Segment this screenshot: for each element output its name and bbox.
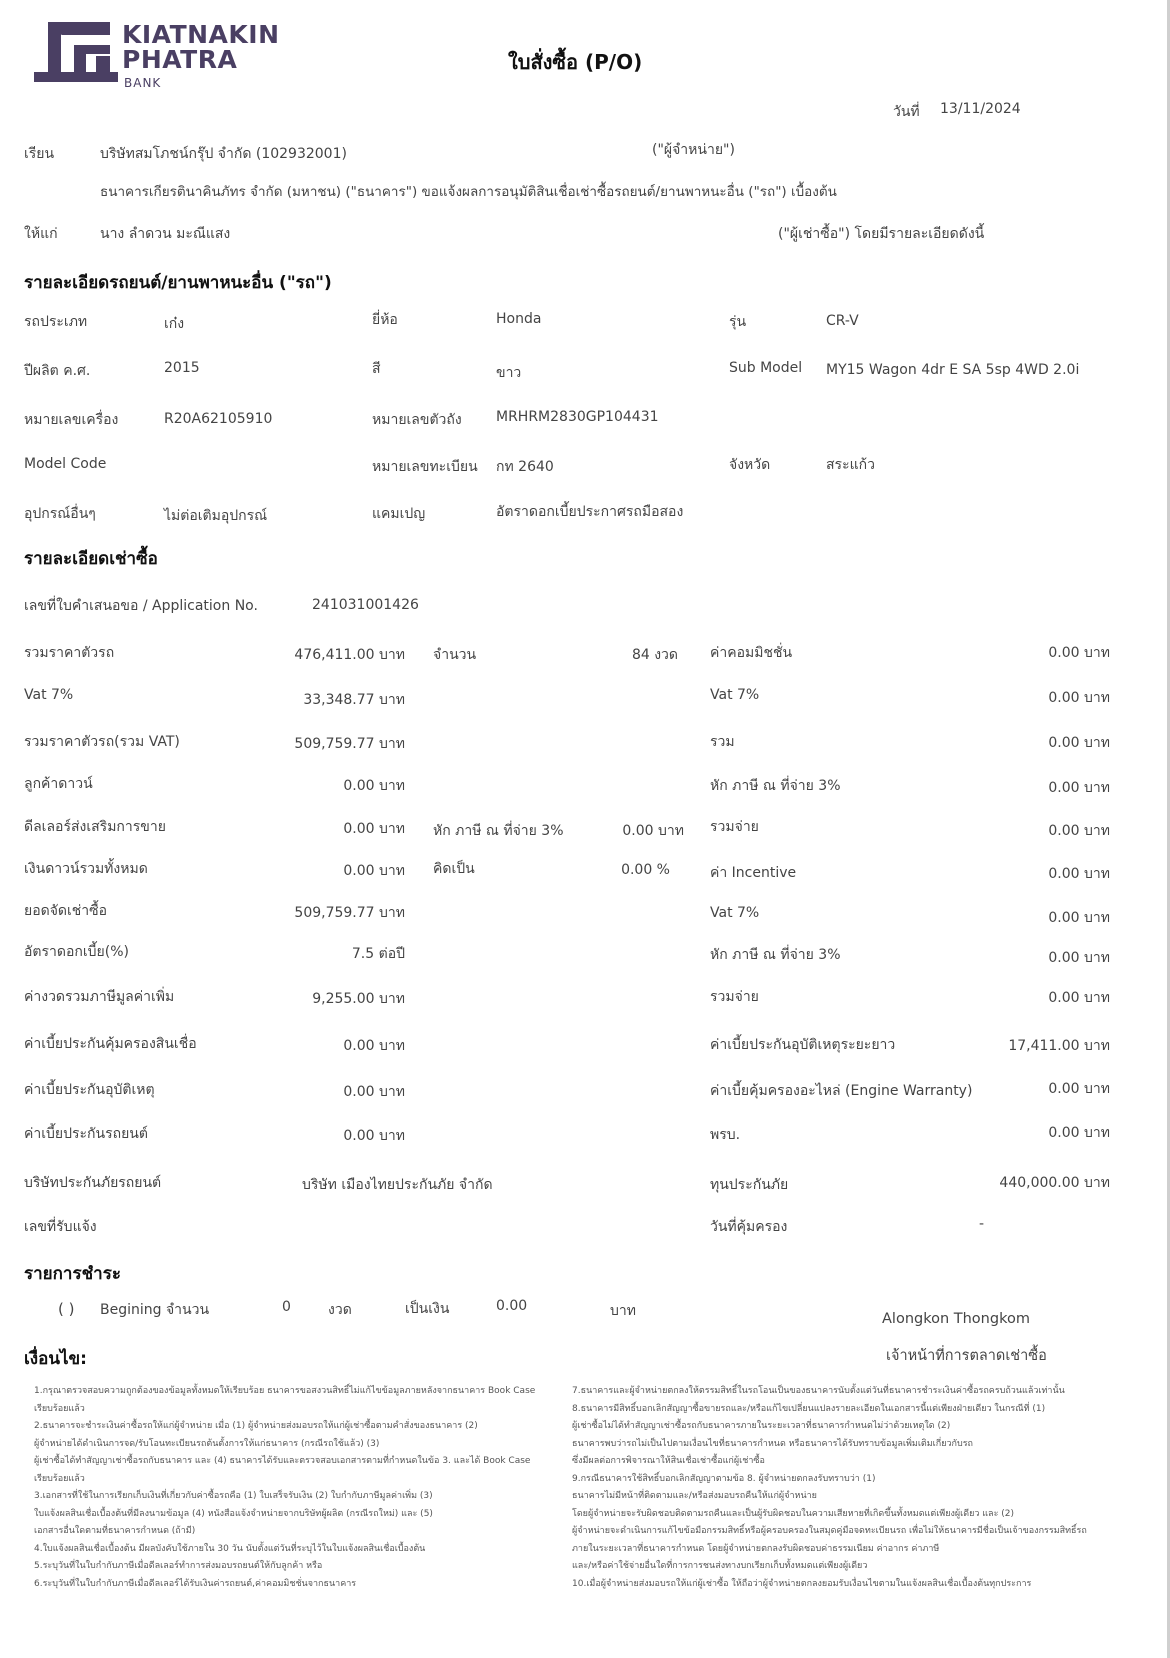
vehicle-color-label: สี bbox=[372, 361, 381, 377]
notice-text: ธนาคารเกียรตินาคินภัทร จำกัด (มหาชน) ("ธนาคาร") ขอแจ้งผลการอนุมัติสินเชื่อเช่าซื้อรถยนต์/ยานพาหนะอื่น ("รถ") เบื้องต้น bbox=[100, 184, 837, 200]
condition-line: 5.ระบุวันที่ในใบกำกับภาษีเมื่อดีลเลอร์ทำการส่งมอบรถยนต์ให้กับลูกค้า หรือ bbox=[34, 1561, 323, 1571]
hire-right-label: พรบ. bbox=[710, 1127, 741, 1143]
installment-count-value: 84 งวด bbox=[631, 647, 678, 663]
condition-line: 1.กรุณาตรวจสอบความถูกต้องของข้อมูลทั้งหมดให้เรียบร้อย ธนาคารขอสงวนสิทธิ์ไม่แก้ไขข้อมูลภายหลังจากธนาคาร Book Case bbox=[34, 1386, 536, 1396]
vehicle-modelcode-label: Model Code bbox=[24, 456, 107, 472]
hire-right-value: 0.00 บาท bbox=[1048, 780, 1110, 796]
hire-left-value: 509,759.77 บาท bbox=[294, 736, 405, 752]
hire-right-label: ทุนประกันภัย bbox=[710, 1177, 789, 1193]
hire-right-label: รวมจ่าย bbox=[710, 819, 759, 835]
vehicle-color-value: ขาว bbox=[496, 365, 522, 381]
hire-right-label: หัก ภาษี ณ ที่จ่าย 3% bbox=[710, 778, 841, 794]
hire-right-value: 0.00 บาท bbox=[1048, 990, 1110, 1006]
hire-right-value: 0.00 บาท bbox=[1048, 823, 1110, 839]
vehicle-section-title: รายละเอียดรถยนต์/ยานพาหนะอื่น ("รถ") bbox=[24, 273, 332, 293]
condition-line: ภายในระยะเวลาที่ธนาคารกำหนด โดยผู้จำหน่ายตกลงรับผิดชอบค่าธรรมเนียม ค่าอากร ค่าภาษี bbox=[572, 1543, 940, 1554]
condition-line: เรียบร้อยแล้ว bbox=[34, 1403, 85, 1414]
signature-role: เจ้าหน้าที่การตลาดเช่าซื้อ bbox=[886, 1348, 1047, 1364]
vehicle-campaign-label: แคมเปญ bbox=[372, 506, 426, 522]
bank-logo-mark bbox=[34, 20, 118, 90]
conditions-right bbox=[572, 1383, 1132, 1593]
vehicle-province-value: สระแก้ว bbox=[826, 457, 875, 473]
hire-right-label: Vat 7% bbox=[710, 687, 760, 703]
vehicle-submodel-value: MY15 Wagon 4dr E SA 5sp 4WD 2.0i bbox=[826, 362, 1080, 378]
hire-left-label: อัตราดอกเบี้ย(%) bbox=[24, 944, 129, 960]
payment-unit: งวด bbox=[328, 1302, 352, 1318]
hire-left-value: 0.00 บาท bbox=[343, 1084, 405, 1100]
dealer-wht-value: 0.00 บาท bbox=[622, 823, 684, 839]
hire-right-value: 0.00 บาท bbox=[1048, 866, 1110, 882]
hire-left-value: 509,759.77 บาท bbox=[294, 905, 405, 921]
hire-left-value: บริษัท เมืองไทยประกันภัย จำกัด bbox=[302, 1177, 493, 1193]
hire-left-value: 0.00 บาท bbox=[343, 1128, 405, 1144]
hire-right-label: รวมจ่าย bbox=[710, 989, 759, 1005]
page-title: ใบสั่งซื้อ (P/O) bbox=[508, 50, 643, 74]
for-value: นาง ลำดวน มะณีแสง bbox=[100, 226, 231, 242]
hire-right-label: Vat 7% bbox=[710, 905, 760, 921]
condition-line: 6.ระบุวันที่ในใบกำกับภาษีเมื่อดีลเลอร์ได้รับเงินค่ารถยนต์,ค่าคอมมิชชั่นจากธนาคาร bbox=[34, 1578, 357, 1589]
signature-name: Alongkon Thongkom bbox=[882, 1311, 1030, 1327]
hire-section-title: รายละเอียดเช่าซื้อ bbox=[24, 549, 158, 569]
vehicle-accessory-label: อุปกรณ์อื่นๆ bbox=[24, 506, 96, 522]
application-value: 241031001426 bbox=[312, 597, 419, 613]
condition-line: ใบแจ้งผลสินเชื่อเบื้องต้นที่มีลงนามข้อมูล (4) หนังสือแจ้งจำหน่ายจากบริษัทผู้ผลิต (กรณีรถใหม่) และ (5) bbox=[34, 1508, 433, 1519]
hire-left-label: เลขที่รับแจ้ง bbox=[24, 1219, 97, 1235]
condition-line: ผู้เช่าซื้อได้ทำสัญญาเช่าซื้อรถกับธนาคาร และ (4) ธนาคารได้รับและตรวจสอบเอกสารตามที่กำหนดในข้อ 3. และได้ Book Case bbox=[34, 1456, 531, 1466]
conditions-left bbox=[34, 1383, 554, 1593]
hire-left-label: Vat 7% bbox=[24, 687, 74, 703]
hire-right-value: 0.00 บาท bbox=[1048, 950, 1110, 966]
hire-right-value: 0.00 บาท bbox=[1048, 910, 1110, 926]
condition-line: 3.เอกสารที่ใช้ในการเรียกเก็บเงินที่เกี่ยวกับค่าซื้อรถคือ (1) ใบเสร็จรับเงิน (2) ใบกำกับภาษีมูลค่าเพิ่ม (3) bbox=[34, 1491, 433, 1501]
condition-line: 2.ธนาคารจะชำระเงินค่าซื้อรถให้แก่ผู้จำหน่าย เมื่อ (1) ผู้จำหน่ายส่งมอบรถให้แก่ผู้เช่าซื้อตามคำสั่งของธนาคาร (2) bbox=[34, 1421, 478, 1431]
bank-name-line3: BANK bbox=[124, 76, 162, 90]
condition-line: ผู้จำหน่ายจะดำเนินการแก้ไขข้อมือกรรมสิทธิ์หรือผู้ครอบครองในสมุดคู่มือจดทะเบียนรถ เพื่อไม่ให้ธนาคารมีชื่อเป็นเจ้าของกรรมสิทธิ์รถ bbox=[572, 1526, 1087, 1536]
hire-right-label: หัก ภาษี ณ ที่จ่าย 3% bbox=[710, 947, 841, 963]
hire-right-value: 440,000.00 บาท bbox=[999, 1175, 1110, 1191]
vehicle-type-label: รถประเภท bbox=[24, 314, 88, 330]
vehicle-chassis-value: MRHRM2830GP104431 bbox=[496, 409, 659, 425]
vehicle-accessory-value: ไม่ต่อเติมอุปกรณ์ bbox=[164, 508, 268, 524]
payment-currency: บาท bbox=[610, 1303, 636, 1319]
vehicle-plate-label: หมายเลขทะเบียน bbox=[372, 459, 478, 475]
percent-label: คิดเป็น bbox=[433, 861, 475, 877]
payment-amount-label: เป็นเงิน bbox=[405, 1301, 450, 1317]
vehicle-campaign-value: อัตราดอกเบี้ยประกาศรถมือสอง bbox=[496, 504, 684, 520]
condition-line: เรียบร้อยแล้ว bbox=[34, 1473, 85, 1484]
vehicle-chassis-label: หมายเลขตัวถัง bbox=[372, 412, 462, 428]
hire-right-label: ค่าคอมมิชชั่น bbox=[710, 645, 793, 661]
hire-left-label: ยอดจัดเช่าซื้อ bbox=[24, 903, 108, 919]
hire-left-label: ดีลเลอร์ส่งเสริมการขาย bbox=[24, 819, 166, 835]
hire-left-label: ค่าเบี้ยประกันรถยนต์ bbox=[24, 1126, 148, 1142]
to-value: บริษัทสมโภชน์กรุ๊ป จำกัด (102932001) bbox=[100, 146, 347, 162]
payment-amount-value: 0.00 bbox=[496, 1298, 528, 1314]
condition-line: 4.ใบแจ้งผลสินเชื่อเบื้องต้น มีผลบังคับใช้ภายใน 30 วัน นับตั้งแต่วันที่ระบุไว้ในใบแจ้งผลสินเชื่อเบื้องต้น bbox=[34, 1543, 426, 1554]
hire-left-value: 0.00 บาท bbox=[343, 1038, 405, 1054]
hire-left-value: 33,348.77 บาท bbox=[303, 692, 405, 708]
payment-section-title: รายการชำระ bbox=[24, 1264, 121, 1284]
hire-right-value: 0.00 บาท bbox=[1048, 645, 1110, 661]
vehicle-province-label: จังหวัด bbox=[729, 457, 771, 473]
condition-line: 8.ธนาคารมีสิทธิ์บอกเลิกสัญญาซื้อขายรถและ/หรือแก้ไขเปลี่ยนแปลงรายละเอียดในเอกสารนี้แต่เพียงฝ่ายเดียว ในกรณีที่ (1) bbox=[572, 1403, 1046, 1414]
vehicle-plate-value: กท 2640 bbox=[496, 459, 554, 475]
payment-item-label: Begining จำนวน bbox=[100, 1302, 210, 1318]
vehicle-brand-label: ยี่ห้อ bbox=[372, 312, 398, 328]
vehicle-model-value: CR-V bbox=[826, 313, 859, 329]
vehicle-submodel-label: Sub Model bbox=[729, 360, 803, 376]
hire-right-value: 0.00 บาท bbox=[1048, 690, 1110, 706]
hire-left-label: ค่าเบี้ยประกันคุ้มครองสินเชื่อ bbox=[24, 1036, 197, 1052]
hire-left-label: เงินดาวน์รวมทั้งหมด bbox=[24, 861, 148, 877]
hire-left-label: รวมราคาตัวรถ bbox=[24, 645, 115, 661]
condition-line: 10.เมื่อผู้จำหน่ายส่งมอบรถให้แก่ผู้เช่าซื้อ ให้ถือว่าผู้จำหน่ายตกลงยอมรับเงื่อนไขตามในแจ้งผลสินเชื่อเบื้องต้นทุกประการ bbox=[572, 1578, 1032, 1589]
vehicle-model-label: รุ่น bbox=[729, 314, 747, 330]
condition-line: 9.กรณีธนาคารใช้สิทธิ์บอกเลิกสัญญาตามข้อ 8. ผู้จำหน่ายตกลงรับทราบว่า (1) bbox=[572, 1473, 876, 1484]
condition-line: และ/หรือค่าใช้จ่ายอื่นใดที่การการชนส่งทางบกเรียกเก็บทั้งหมดแต่เพียงผู้เดียว bbox=[572, 1561, 868, 1571]
application-label: เลขที่ใบคำเสนอขอ / Application No. bbox=[24, 598, 258, 614]
hire-left-value: 0.00 บาท bbox=[343, 821, 405, 837]
vehicle-type-value: เก๋ง bbox=[164, 316, 185, 332]
for-label: ให้แก่ bbox=[24, 226, 58, 242]
condition-line: ผู้จำหน่ายได้ดำเนินการจด/รับโอนทะเบียนรถต้นตั้งการให้แก่ธนาคาร (กรณีรถใช้แล้ว) (3) bbox=[34, 1438, 380, 1449]
hire-right-value: 0.00 บาท bbox=[1048, 1081, 1110, 1097]
to-role: ("ผู้จำหน่าย") bbox=[652, 142, 735, 158]
hire-right-label: รวม bbox=[710, 734, 735, 750]
hire-left-label: บริษัทประกันภัยรถยนต์ bbox=[24, 1175, 162, 1191]
to-label: เรียน bbox=[24, 146, 55, 162]
condition-line: ธนาคารพบว่ารถไม่เป็นไปตามเงื่อนไขที่ธนาคารกำหนด หรือธนาคารได้รับทราบข้อมูลเพิ่มเติมเกี่ยวกับรถ bbox=[572, 1438, 973, 1449]
hire-left-label: ค่าเบี้ยประกันอุบัติเหตุ bbox=[24, 1082, 155, 1098]
condition-line: เอกสารอื่นใดตามที่ธนาคารกำหนด (ถ้ามี) bbox=[34, 1526, 196, 1536]
conditions-section-title: เงื่อนไข: bbox=[24, 1349, 87, 1369]
hire-right-value: 17,411.00 บาท bbox=[1008, 1038, 1110, 1054]
bank-name-line1: KIATNAKIN bbox=[122, 20, 280, 49]
vehicle-engine-value: R20A62105910 bbox=[164, 411, 273, 427]
hire-left-label: ค่างวดรวมภาษีมูลค่าเพิ่ม bbox=[24, 989, 175, 1005]
bank-name-line2: PHATRA bbox=[122, 45, 238, 74]
hire-right-value: - bbox=[978, 1216, 984, 1232]
vehicle-year-value: 2015 bbox=[164, 360, 200, 376]
installment-count-label: จำนวน bbox=[433, 647, 477, 663]
hire-left-value: 0.00 บาท bbox=[343, 778, 405, 794]
hire-right-value: 0.00 บาท bbox=[1048, 735, 1110, 751]
hire-right-label: ค่าเบี้ยคุ้มครองอะไหล่ (Engine Warranty) bbox=[710, 1083, 973, 1099]
condition-line: โดยผู้จำหน่ายจะรับผิดชอบติดตามรถคืนและเป็นผู้รับผิดชอบในความเสียหายที่เกิดขึ้นทั้งหมดแต่เพียงผู้เดียว และ (2) bbox=[572, 1508, 1015, 1519]
percent-value: 0.00 % bbox=[621, 862, 670, 878]
vehicle-year-label: ปีผลิต ค.ศ. bbox=[24, 363, 91, 379]
hire-right-label: วันที่คุ้มครอง bbox=[710, 1219, 788, 1235]
hire-left-value: 7.5 ต่อปี bbox=[351, 946, 405, 962]
date-value: 13/11/2024 bbox=[940, 101, 1021, 117]
condition-line: ธนาคารไม่มีหน้าที่ติดตามและ/หรือส่งมอบรถคืนให้แก่ผู้จำหน่าย bbox=[572, 1491, 817, 1501]
for-role: ("ผู้เช่าซื้อ") โดยมีรายละเอียดดังนี้ bbox=[778, 226, 985, 242]
payment-checkbox[interactable]: ( ) bbox=[58, 1300, 75, 1318]
condition-line: ผู้เช่าซื้อไม่ได้ทำสัญญาเช่าซื้อรถกับธนาคารภายในระยะเวลาที่ธนาคารกำหนดไม่ว่าด้วยเหตุใด (2) bbox=[572, 1421, 951, 1431]
condition-line: ซึ่งมีผลต่อการพิจารณาให้สินเชื่อเช่าซื้อแก่ผู้เช่าซื้อ bbox=[572, 1456, 765, 1466]
hire-right-label: ค่าเบี้ยประกันอุบัติเหตุระยะยาว bbox=[710, 1037, 896, 1053]
condition-line: 7.ธนาคารและผู้จำหน่ายตกลงให้ตรรมสิทธิ์ในรถโอนเป็นของธนาคารนับตั้งแต่วันที่ธนาคารชำระเงินค่าซื้อรถครบถ้วนแล้วเท่านั้น bbox=[572, 1386, 1065, 1396]
hire-right-label: ค่า Incentive bbox=[710, 865, 797, 881]
vehicle-brand-value: Honda bbox=[496, 311, 542, 327]
vehicle-engine-label: หมายเลขเครื่อง bbox=[24, 412, 119, 428]
payment-count-value: 0 bbox=[282, 1299, 291, 1315]
hire-left-label: รวมราคาตัวรถ(รวม VAT) bbox=[24, 734, 180, 750]
dealer-wht-label: หัก ภาษี ณ ที่จ่าย 3% bbox=[433, 823, 564, 839]
date-label: วันที่ bbox=[893, 104, 920, 120]
hire-left-label: ลูกค้าดาวน์ bbox=[24, 776, 93, 792]
hire-left-value: 9,255.00 บาท bbox=[312, 991, 405, 1007]
hire-left-value: 476,411.00 บาท bbox=[294, 647, 405, 663]
hire-right-value: 0.00 บาท bbox=[1048, 1125, 1110, 1141]
hire-left-value: 0.00 บาท bbox=[343, 863, 405, 879]
